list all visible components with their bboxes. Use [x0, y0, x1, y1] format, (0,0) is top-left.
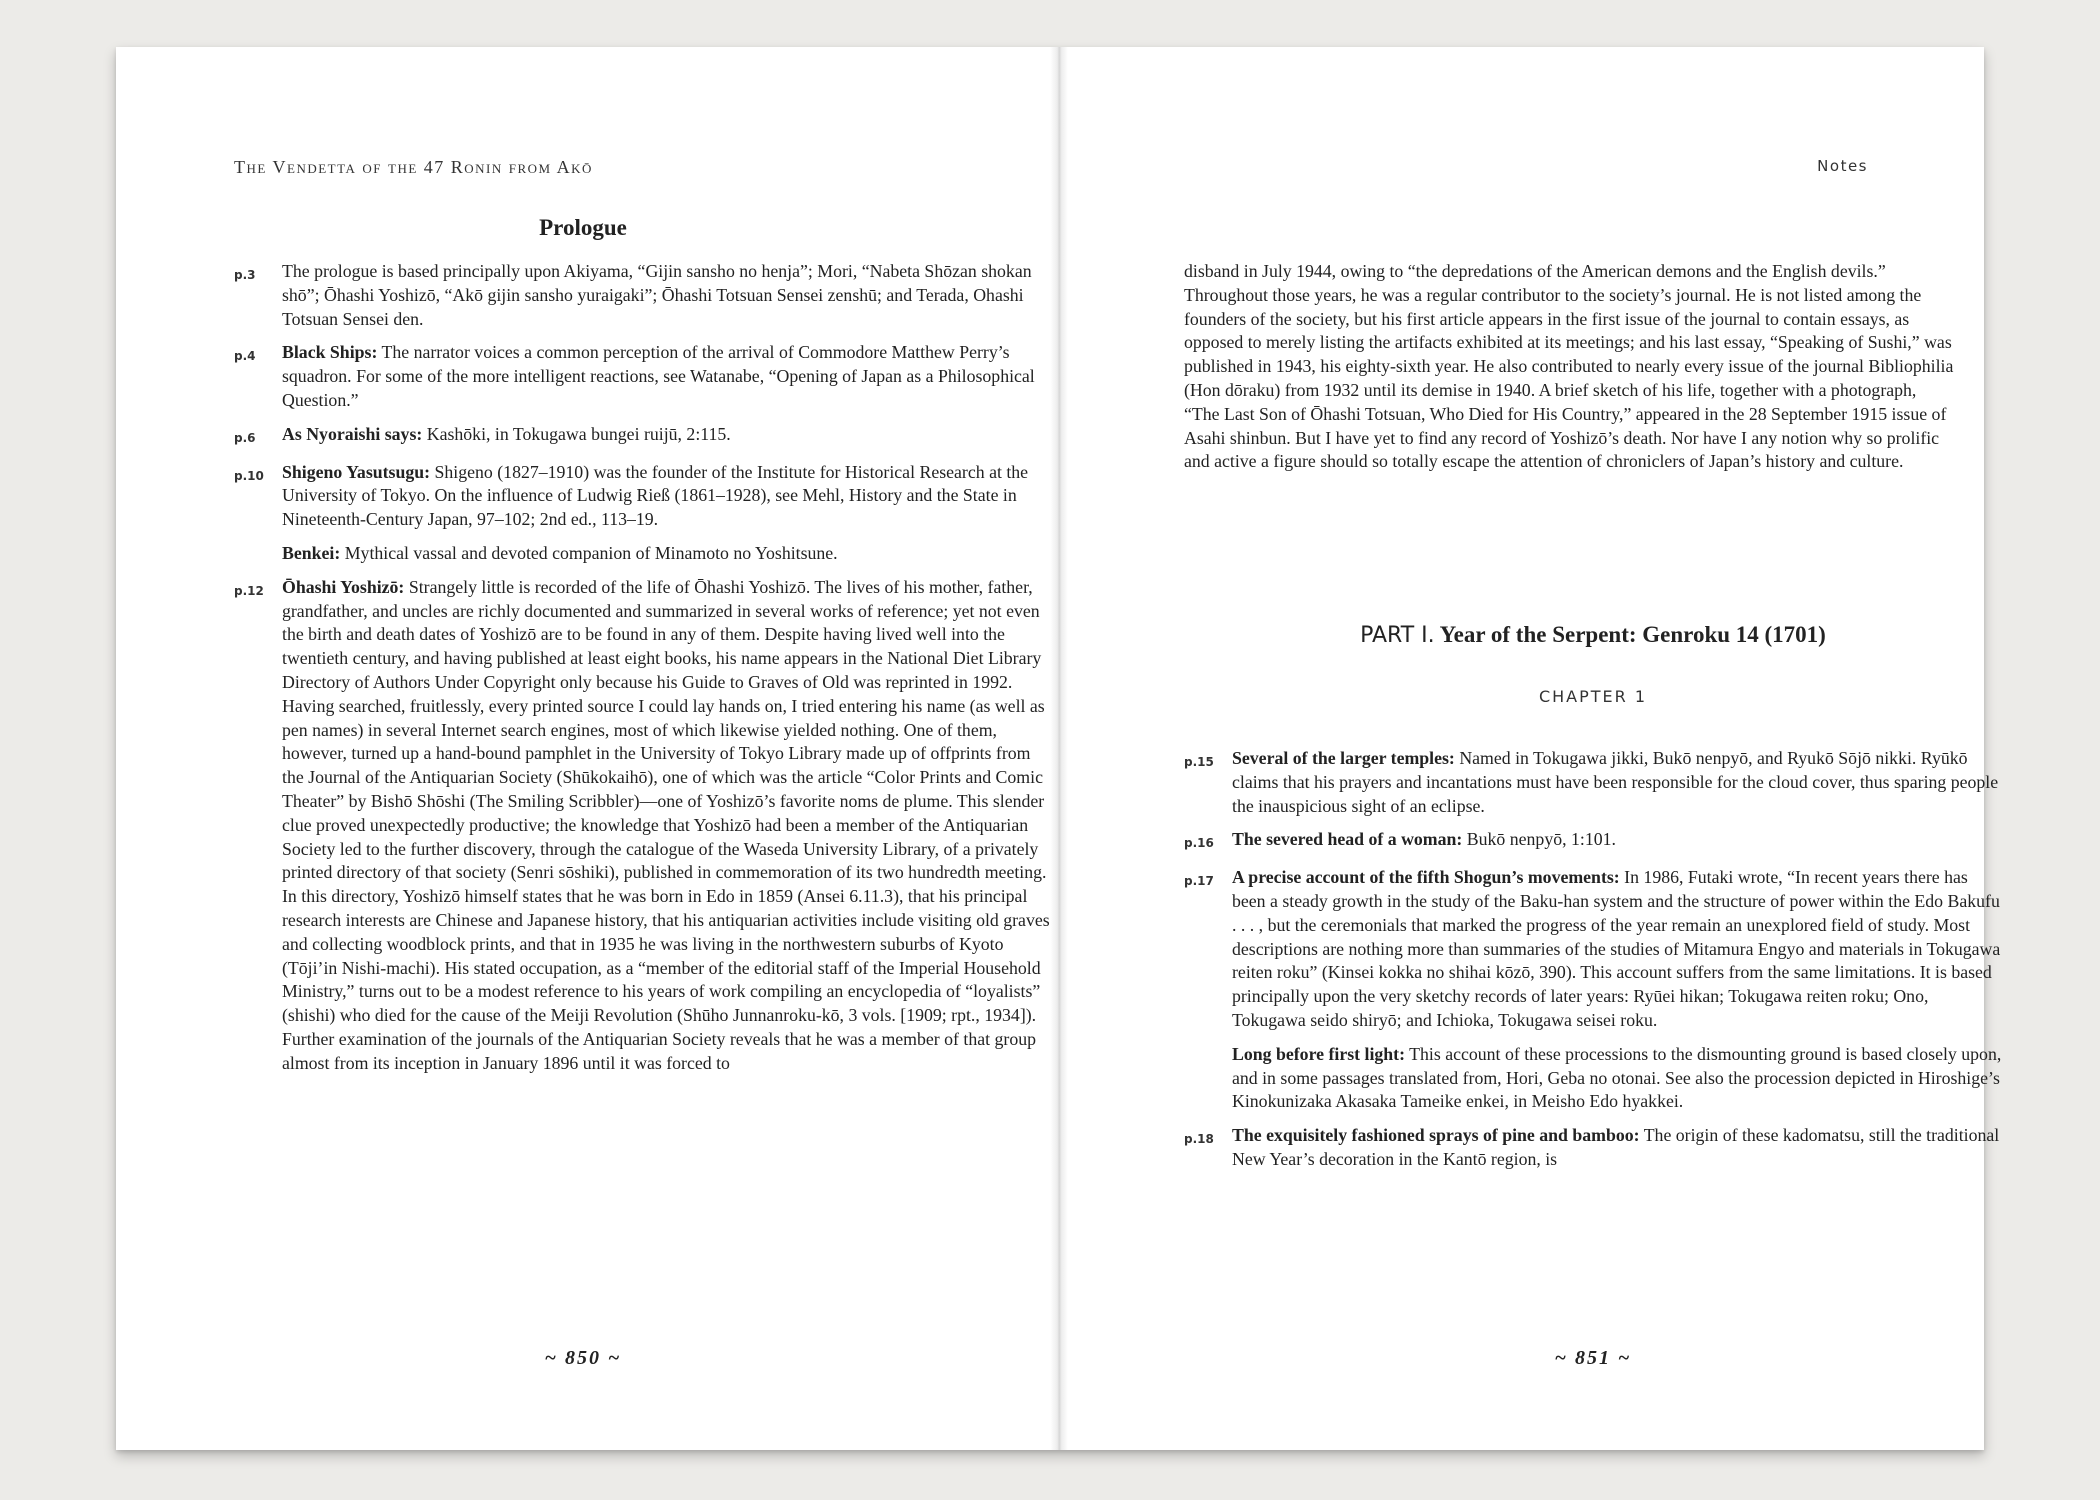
- note-term: The exquisitely fashioned sprays of pine and bamboo:: [1232, 1125, 1640, 1146]
- note-text: [1232, 1043, 2002, 1114]
- page-number: ~ 850 ~: [544, 1347, 622, 1369]
- note-term: Long before first light:: [1232, 1043, 1406, 1064]
- note-text: [1232, 828, 2002, 856]
- note-term: Benkei:: [282, 542, 341, 563]
- right-page: [1068, 47, 2002, 1450]
- note-page-ref: p.15: [1184, 755, 1214, 769]
- part-label: PART I.: [1360, 623, 1435, 648]
- running-head: Notes: [1817, 157, 1868, 175]
- note-page-ref: [234, 542, 282, 566]
- note-entry: [1184, 1043, 2002, 1114]
- note-body: Strangely little is recorded of the life of Ōhashi Yoshizō. The lives of his mother, father, grandfather, and uncles are richly documented and summarized in several works of reference; yet not even the birth and death dates of Yoshizō are to be found in any of them. Despite having lived well into the twentieth century, and having published at least eight books, his name appears in the National Diet Library Directory of Authors Under Copyright only because his Guide to Graves of Old was reprinted in 1992. Having searched, fruitlessly, every printed source I could lay hands on, I tried entering his name (as well as pen names) in several Internet search engines, most of which likewise yielded nothing. One of them, however, turned up a hand-bound pamphlet in the University of Tokyo Library made up of offprints from the Journal of the Antiquarian Society (Shūkokaihō), one of which was the article “Color Prints and Comic Theater” by Bishō Shōshi (The Smiling Scribbler)—one of Yoshizō’s favorite noms de plume. This slender clue proved unexpectedly productive; the knowledge that Yoshizō had been a member of the Antiquarian Society led to the further discovery, through the catalogue of the Waseda University Library, of a privately printed directory of that society (Senri sōshiki), published in commemoration of its two hundredth meeting. In this directory, Yoshizō himself states that he was born in Edo in 1859 (Ansei 6.11.3), that his principal research interests are Chinese and Japanese history, that his antiquarian activities include visiting old graves and collecting woodblock prints, and that in 1935 he was living in the northwestern suburbs of Kyoto (Tōji’in Nishi-machi). His stated occupation, as a “member of the editorial staff of the Imperial Household Ministry,” turns out to be a modest reference to his years of work compiling an encyclopedia of “loyalists” (shishi) who died for the cause of the Meiji Revolution (Shūho Junnanroku-kō, 3 vols. [1909; rpt., 1934]). Further examination of the journals of the Antiquarian Society reveals that he was a member of that group almost from its inception in January 1896 until it was forced to: [282, 576, 1050, 1073]
- note-entry: [1184, 747, 2002, 818]
- note-term: Black Ships:: [282, 342, 378, 363]
- note-entry: [234, 461, 1052, 532]
- note-body: In 1986, Futaki wrote, “In recent years there has been a steady growth in the study of the Baku-han system and the structure of power within the Edo Bakufu . . . , but the ceremonials that marked the progress of the year remain an unexplored field of study. Most descriptions are nothing more than summaries of the studies of Mitamura Engyo and materials in Tokugawa reiten roku” (Kinsei kokka no shihai kōzō, 390). This account suffers from the same limitations. It is based principally upon the very sketchy records of later years: Ryūei hikan; Tokugawa reiten roku; Ono, Tokugawa seido shiryō; and Ichioka, Tokugawa seisei roku.: [1232, 867, 2001, 1030]
- page-number: ~ 851 ~: [1554, 1347, 1632, 1369]
- note-page-ref: p.4: [234, 349, 256, 364]
- note-page-ref: p.10: [234, 468, 264, 483]
- note-entry: [1184, 828, 2002, 856]
- part-title-text: Year of the Serpent: Genroku 14 (1701): [1439, 622, 1826, 647]
- note-page-ref: p.16: [1184, 836, 1214, 851]
- note-term: The severed head of a woman:: [1232, 829, 1463, 850]
- book-gutter: [1050, 47, 1068, 1450]
- note-entry: [234, 542, 1052, 566]
- note-text: [1232, 1124, 2002, 1172]
- note-text: [1232, 747, 2002, 818]
- note-body: The origin of these kadomatsu, still the traditional New Year’s decoration in the Kantō region, is: [1232, 1125, 2000, 1169]
- note-body: Bukō nenpyō, 1:101.: [1466, 829, 1616, 850]
- note-term: A precise account of the fifth Shogun’s movements:: [1232, 867, 1620, 888]
- note-body: Named in Tokugawa jikki, Bukō nenpyō, and Ryukō Sōjō nikki. Ryūkō claims that his prayers and incantations must have been responsible for the cloud cover, thus sparing people the inauspicious sight of an eclipse.: [1232, 748, 1999, 816]
- notes-list: [1184, 747, 2002, 1182]
- left-page: [116, 47, 1050, 1450]
- part-title: [1184, 622, 2002, 648]
- note-page-ref: p.12: [234, 583, 264, 598]
- note-text: [282, 576, 1052, 1076]
- note-text: [282, 260, 1052, 331]
- book-spread: [116, 47, 2002, 1450]
- note-term: Shigeno Yasutsugu:: [282, 461, 431, 482]
- note-entry: [234, 423, 1052, 451]
- note-term: Several of the larger temples:: [1232, 748, 1455, 768]
- note-body: The narrator voices a common perception of the arrival of Commodore Matthew Perry’s squadron. For some of the more intelligent reactions, see Watanabe, “Opening of Japan as a Philosophical Question.”: [282, 342, 1035, 410]
- note-body: This account of these processions to the dismounting ground is based closely upon, and in some passages translated from, Hori, Geba no otonai. See also the procession depicted in Hiroshige’s Kinokunizaka Akasaka Tameike enkei, in Meisho Edo hyakkei.: [1232, 1043, 2002, 1112]
- note-body: Mythical vassal and devoted companion of Minamoto no Yoshitsune.: [344, 542, 838, 563]
- note-page-ref: [1184, 1043, 1232, 1114]
- section-title: Prologue: [539, 215, 627, 240]
- notes-list: [234, 260, 1052, 1086]
- note-entry: [1184, 1124, 2002, 1172]
- chapter-label: CHAPTER 1: [1538, 687, 1648, 706]
- note-entry: [234, 260, 1052, 331]
- note-body: Kashōki, in Tokugawa bungei ruijū, 2:115.: [426, 423, 731, 444]
- note-text: [282, 423, 1052, 451]
- note-page-ref: p.3: [234, 268, 256, 282]
- note-text: [1232, 866, 2002, 1033]
- note-page-ref: p.6: [234, 430, 256, 445]
- note-entry: [234, 576, 1052, 1076]
- note-body: The prologue is based principally upon Akiyama, “Gijin sansho no henja”; Mori, “Nabeta Shōzan shokan shō”; Ōhashi Yoshizō, “Akō gijin sansho yuraigaki”; Ōhashi Totsuan Sensei zenshū; and Terada, Ohashi Totsuan Sensei den.: [282, 261, 1032, 329]
- note-body: Shigeno (1827–1910) was the founder of the Institute for Historical Research at the University of Tokyo. On the influence of Ludwig Rieß (1861–1928), see Mehl, History and the State in Nineteenth-Century Japan, 97–102; 2nd ed., 113–19.: [282, 461, 1029, 530]
- note-page-ref: p.18: [1184, 1132, 1214, 1147]
- note-term: As Nyoraishi says:: [282, 423, 423, 444]
- running-head: The Vendetta of the 47 Ronin from Akō: [234, 157, 593, 177]
- note-text: [282, 341, 1052, 412]
- note-text: [282, 542, 1052, 566]
- note-entry: [1184, 866, 2002, 1033]
- note-text: [282, 461, 1052, 532]
- note-entry: [234, 341, 1052, 412]
- continued-note-text: disband in July 1944, owing to “the depredations of the American demons and the English devils.” Throughout those years, he was a regular contributor to the society’s journal. He is not listed among the founders of the society, but his first article appears in the first issue of the journal to contain essays, as opposed to merely listing the artifacts exhibited at its meetings; and his last essay, “Speaking of Sushi,” was published in 1943, his eighty-sixth year. He also contributed to nearly every issue of the journal Bibliophilia (Hon dōraku) from 1932 until its demise in 1940. A brief sketch of his life, together with a photograph, “The Last Son of Ōhashi Totsuan, Who Died for His Country,” appeared in the 28 September 1915 issue of Asahi shinbun. But I have yet to find any record of Yoshizō’s death. Nor have I any notion why so prolific and active a figure should so totally escape the attention of chroniclers of Japan’s history and culture.: [1184, 261, 1954, 472]
- note-term: Ōhashi Yoshizō:: [282, 576, 405, 597]
- note-page-ref: p.17: [1184, 874, 1214, 889]
